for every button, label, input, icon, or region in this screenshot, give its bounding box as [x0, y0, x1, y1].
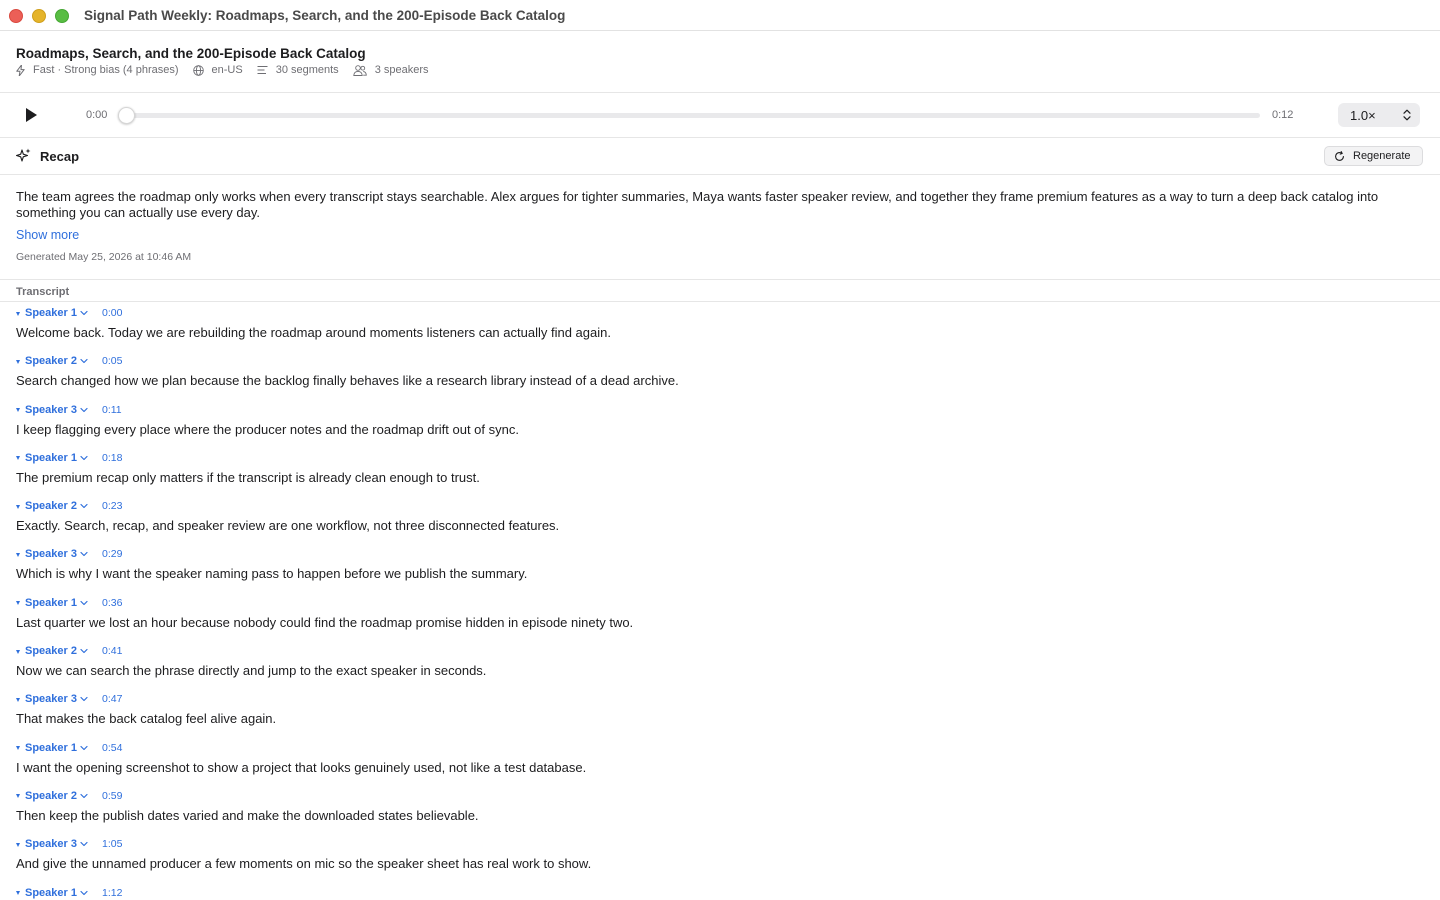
episode-header	[0, 31, 1440, 93]
speaker-name-button[interactable]: Speaker 2	[25, 789, 77, 802]
disclosure-triangle-icon[interactable]	[16, 601, 20, 605]
transcript-segment	[0, 741, 1440, 789]
speaker-name-button[interactable]: Speaker 3	[25, 693, 77, 706]
speaker-name-button[interactable]: Speaker 1	[25, 451, 77, 464]
maximize-window-button[interactable]	[55, 9, 69, 23]
segment-text: Last quarter we lost an hour because nobody could find the roadmap promise hidden in episode ninety two.	[16, 614, 634, 630]
meta-segments	[257, 64, 339, 76]
chevron-down-icon[interactable]	[80, 503, 88, 509]
disclosure-triangle-icon[interactable]	[16, 746, 20, 750]
segment-timestamp[interactable]: 0:00	[101, 307, 123, 319]
speaker-name-button[interactable]: Speaker 2	[25, 500, 77, 513]
episode-meta	[16, 64, 443, 76]
disclosure-triangle-icon[interactable]	[16, 843, 20, 847]
segment-timestamp[interactable]: 0:11	[101, 403, 122, 416]
show-more-link[interactable]: Show more	[16, 228, 80, 242]
total-time: 0:12	[1272, 109, 1294, 121]
speaker-name-button[interactable]: Speaker 1	[25, 596, 77, 609]
meta-mode	[16, 64, 179, 76]
chevron-down-icon[interactable]	[80, 407, 88, 413]
segment-timestamp[interactable]: 1:05	[101, 838, 123, 851]
segment-header	[16, 452, 122, 464]
speaker-name-button[interactable]: Speaker 3	[25, 403, 77, 416]
meta-language	[193, 64, 243, 76]
disclosure-triangle-icon[interactable]	[16, 891, 20, 895]
regenerate-button[interactable]	[1324, 146, 1423, 166]
recap-toolbar	[0, 138, 1440, 175]
current-time: 0:00	[86, 109, 108, 121]
chevron-down-icon[interactable]	[80, 648, 88, 654]
chevron-down-icon[interactable]	[80, 841, 88, 847]
play-icon[interactable]	[22, 106, 40, 124]
segment-timestamp[interactable]: 0:23	[101, 500, 123, 513]
transcript-segment	[0, 886, 1440, 900]
refresh-icon	[1334, 151, 1345, 162]
transcript-header	[0, 279, 1440, 302]
meta-mode-text: Fast · Strong bias (4 phrases)	[33, 64, 179, 76]
episode-title: Roadmaps, Search, and the 200-Episode Back Catalog	[16, 46, 366, 61]
disclosure-triangle-icon[interactable]	[16, 794, 20, 798]
segment-timestamp[interactable]: 0:41	[101, 645, 123, 658]
speaker-name-button[interactable]: Speaker 2	[25, 355, 77, 368]
transcript-segment	[0, 451, 1440, 499]
segment-header	[16, 548, 122, 560]
segment-header	[16, 307, 122, 319]
meta-segments-text: 30 segments	[275, 64, 339, 76]
segment-timestamp[interactable]: 1:12	[101, 886, 123, 899]
segment-header	[16, 500, 122, 512]
segment-text: Which is why I want the speaker naming pass to happen before we publish the summary.	[16, 566, 528, 582]
segment-header	[16, 838, 122, 850]
segment-timestamp[interactable]: 0:29	[101, 548, 123, 561]
transcript-segment	[0, 692, 1440, 740]
playback-speed-value: 1.0×	[1350, 107, 1376, 123]
segment-header	[16, 790, 122, 802]
chevron-down-icon[interactable]	[80, 745, 88, 751]
segment-timestamp[interactable]: 0:47	[101, 693, 123, 706]
segment-text: I want the opening screenshot to show a project that looks genuinely used, not like a test database.	[16, 759, 587, 775]
speaker-name-button[interactable]: Speaker 3	[25, 838, 77, 851]
chevron-down-icon[interactable]	[80, 455, 88, 461]
audio-player	[0, 93, 1440, 138]
transcript-segment	[0, 596, 1440, 644]
meta-language-text: en-US	[211, 64, 243, 76]
speaker-name-button[interactable]: Speaker 2	[25, 645, 77, 658]
segment-header	[16, 693, 122, 705]
disclosure-triangle-icon[interactable]	[16, 650, 20, 654]
regenerate-label: Regenerate	[1353, 150, 1411, 162]
speaker-name-button[interactable]: Speaker 1	[25, 886, 77, 899]
progress-thumb[interactable]	[118, 107, 135, 124]
chevron-down-icon[interactable]	[80, 358, 88, 364]
segment-header	[16, 404, 122, 416]
transcript-segment	[0, 644, 1440, 692]
transcript-segments	[0, 306, 1440, 900]
chevron-down-icon[interactable]	[80, 600, 88, 606]
segment-text: Search changed how we plan because the backlog finally behaves like a research library instead of a dead archive.	[16, 373, 679, 389]
text-lines-icon	[257, 65, 268, 75]
disclosure-triangle-icon[interactable]	[16, 553, 20, 557]
segment-text: The premium recap only matters if the transcript is already clean enough to trust.	[16, 469, 480, 485]
segment-header	[16, 887, 122, 899]
chevron-down-icon[interactable]	[80, 890, 88, 896]
chevron-down-icon[interactable]	[80, 793, 88, 799]
segment-text: That makes the back catalog feel alive again.	[16, 711, 277, 727]
window-title: Signal Path Weekly: Roadmaps, Search, and the 200-Episode Back Catalog	[84, 8, 566, 23]
segment-text: I keep flagging every place where the producer notes and the roadmap drift out of sync.	[16, 421, 519, 437]
playback-speed-select[interactable]	[1338, 103, 1420, 127]
transcript-segment	[0, 789, 1440, 837]
chevron-down-icon[interactable]	[80, 696, 88, 702]
segment-timestamp[interactable]: 0:18	[101, 451, 123, 464]
meta-speakers-text: 3 speakers	[374, 64, 429, 76]
disclosure-triangle-icon[interactable]	[16, 456, 20, 460]
window-controls	[9, 9, 69, 23]
meta-speakers	[353, 64, 429, 76]
transcript-segment	[0, 354, 1440, 402]
speaker-name-button[interactable]: Speaker 3	[25, 548, 77, 561]
disclosure-triangle-icon[interactable]	[16, 360, 20, 364]
disclosure-triangle-icon[interactable]	[16, 505, 20, 509]
segment-text: Exactly. Search, recap, and speaker review are one workflow, not three disconnected features.	[16, 518, 560, 534]
segment-header	[16, 742, 122, 754]
segment-timestamp[interactable]: 0:54	[101, 741, 123, 754]
segment-timestamp[interactable]: 0:05	[101, 355, 123, 368]
sparkles-icon	[16, 148, 31, 163]
segment-text: Then keep the publish dates varied and make the downloaded states believable.	[16, 807, 479, 823]
transcript-segment	[0, 403, 1440, 451]
progress-track[interactable]	[122, 113, 1260, 118]
globe-icon	[193, 65, 204, 76]
lightning-icon	[16, 65, 25, 76]
transcript-segment	[0, 306, 1440, 354]
transcript-label: Transcript	[16, 286, 70, 298]
transcript-segment	[0, 837, 1440, 885]
recap-label: Recap	[40, 149, 80, 164]
segment-text: Welcome back. Today we are rebuilding the roadmap around moments listeners can actually find again.	[16, 325, 611, 340]
close-window-button[interactable]	[9, 9, 23, 23]
segment-timestamp[interactable]: 0:59	[101, 789, 123, 802]
speaker-name-button[interactable]: Speaker 1	[25, 741, 77, 754]
transcript-segment	[0, 547, 1440, 595]
segment-text: Now we can search the phrase directly and jump to the exact speaker in seconds.	[16, 663, 487, 679]
transcript-segment	[0, 499, 1440, 547]
minimize-window-button[interactable]	[32, 9, 46, 23]
generated-timestamp: Generated May 25, 2026 at 10:46 AM	[16, 251, 192, 263]
recap-summary: The team agrees the roadmap only works when every transcript stays searchable. Alex argues for tighter summaries, Maya wants faster speaker review, and together they frame premium features as a way to turn a deep back catalog into something you can actually use every day.	[16, 189, 1379, 220]
title-bar	[0, 0, 1440, 31]
segment-header	[16, 355, 122, 367]
disclosure-triangle-icon[interactable]	[16, 698, 20, 702]
up-down-chevron-icon	[1403, 109, 1411, 121]
disclosure-triangle-icon[interactable]	[16, 312, 20, 316]
chevron-down-icon[interactable]	[80, 310, 88, 316]
segment-header	[16, 645, 122, 657]
segment-header	[16, 597, 122, 609]
segment-timestamp[interactable]: 0:36	[101, 596, 123, 609]
chevron-down-icon[interactable]	[80, 551, 88, 557]
speaker-name-button[interactable]: Speaker 1	[25, 307, 77, 319]
disclosure-triangle-icon[interactable]	[16, 408, 20, 412]
segment-text: And give the unnamed producer a few moments on mic so the speaker sheet has real work to show.	[16, 856, 592, 872]
people-icon	[353, 65, 367, 76]
